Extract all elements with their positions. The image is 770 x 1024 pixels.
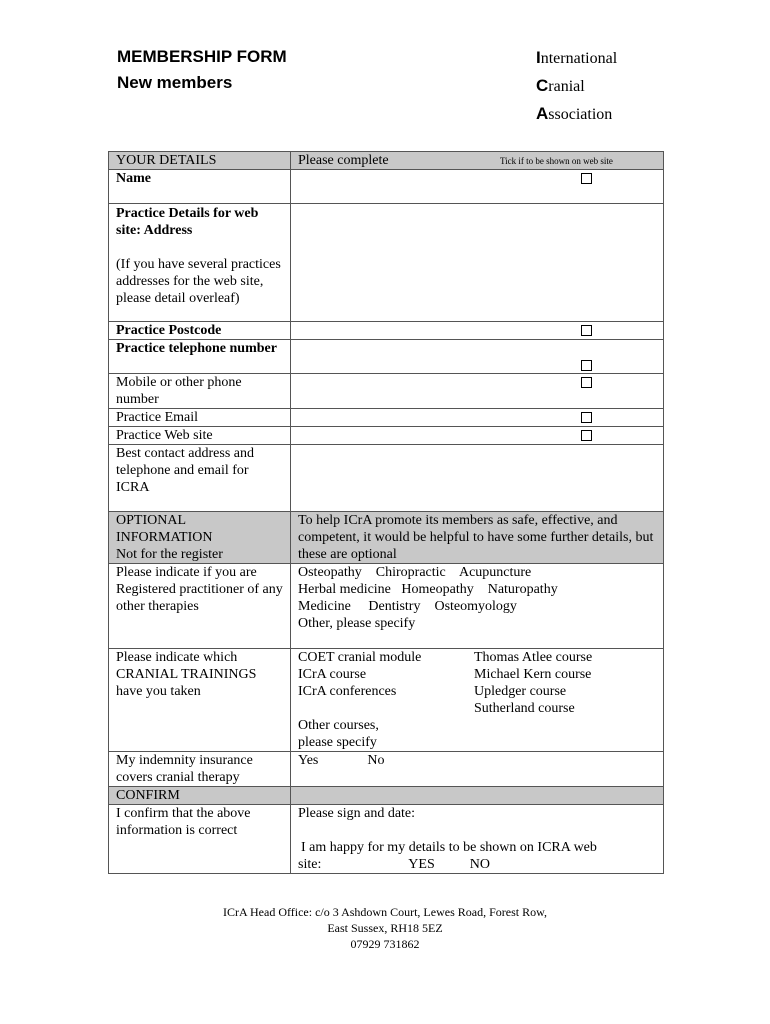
footer-line: ICrA Head Office: c/o 3 Ashdown Court, Lewes Road, Forest Row, <box>223 905 547 919</box>
name-field[interactable] <box>291 170 664 204</box>
best-contact-field[interactable] <box>291 445 664 512</box>
mobile-field[interactable] <box>291 374 664 409</box>
email-web-checkbox[interactable] <box>581 412 592 423</box>
web-consent-options[interactable]: site: YES NO <box>298 857 490 872</box>
trainings-columns <box>298 649 656 717</box>
org-line-1 <box>536 44 617 72</box>
therapies-other[interactable]: Other, please specify <box>298 616 416 631</box>
name-web-checkbox[interactable] <box>581 173 592 184</box>
form-title-line1: MEMBERSHIP FORM <box>117 47 287 66</box>
postcode-row <box>109 322 664 340</box>
org-word: ranial <box>548 78 585 95</box>
name-row <box>109 170 664 204</box>
best-contact-row <box>109 445 664 512</box>
practice-details-row <box>109 204 664 322</box>
optional-section-label <box>109 512 291 564</box>
org-line-3 <box>536 100 617 128</box>
email-row <box>109 409 664 427</box>
insurance-row <box>109 752 664 787</box>
mobile-row <box>109 374 664 409</box>
form-title-line2: New members <box>117 73 233 92</box>
trainings-row <box>109 649 664 752</box>
form-title <box>117 44 287 96</box>
website-label: Practice Web site <box>109 427 291 445</box>
email-label: Practice Email <box>109 409 291 427</box>
best-contact-label: Best contact address and telephone and email for ICRA <box>109 445 291 512</box>
trainings-options[interactable] <box>291 649 664 752</box>
sign-prompt[interactable]: Please sign and date: <box>298 806 416 821</box>
practice-details-cell <box>109 204 291 322</box>
website-field[interactable] <box>291 427 664 445</box>
therapies-options[interactable] <box>291 564 664 649</box>
trainings-label: Please indicate which CRANIAL TRAININGS have you taken <box>109 649 291 752</box>
telephone-field[interactable] <box>291 340 664 374</box>
optional-intro: To help ICrA promote its members as safe, effective, and competent, it would be helpful to have some further details, but these are optional <box>291 512 664 564</box>
org-word: nternational <box>540 50 618 67</box>
optional-label-line: INFORMATION <box>116 530 213 545</box>
footer-address <box>0 904 770 952</box>
training-option[interactable]: COET cranial module <box>298 650 422 665</box>
footer-line: East Sussex, RH18 5EZ <box>327 921 443 935</box>
training-option[interactable]: ICrA conferences <box>298 684 397 699</box>
other-courses-label: Other courses, <box>298 718 379 733</box>
therapies-line[interactable]: Osteopathy Chiropractic Acupuncture <box>298 565 532 580</box>
name-label: Name <box>109 170 291 204</box>
confirm-statement: I confirm that the above information is correct <box>109 805 291 874</box>
telephone-web-checkbox[interactable] <box>581 360 592 371</box>
details-section-label: YOUR DETAILS <box>109 152 291 170</box>
web-consent-line1: I am happy for my details to be shown on ICRA web <box>301 840 597 855</box>
postcode-label: Practice Postcode <box>109 322 291 340</box>
confirm-header-row <box>109 787 664 805</box>
training-option[interactable]: ICrA course <box>298 667 367 682</box>
website-row <box>109 427 664 445</box>
therapies-row <box>109 564 664 649</box>
training-option[interactable]: Michael Kern course <box>474 667 592 682</box>
practice-details-label: Practice Details for web site: Address <box>116 206 259 238</box>
therapies-label: Please indicate if you are Registered practitioner of any other therapies <box>109 564 291 649</box>
postcode-field[interactable] <box>291 322 664 340</box>
telephone-label: Practice telephone number <box>109 340 291 374</box>
org-initial: A <box>536 104 549 123</box>
insurance-label: My indemnity insurance covers cranial therapy <box>109 752 291 787</box>
practice-details-note: (If you have several practices addresses for the web site, please detail overleaf) <box>116 257 281 306</box>
telephone-row <box>109 340 664 374</box>
confirm-field[interactable] <box>291 805 664 874</box>
organisation-name <box>536 44 617 128</box>
details-header-cell <box>291 152 664 170</box>
org-initial: C <box>536 76 549 95</box>
org-word: ssociation <box>548 106 613 123</box>
details-header-row <box>109 152 664 170</box>
footer-phone: 07929 731862 <box>350 937 420 951</box>
training-option[interactable]: Sutherland course <box>474 701 575 716</box>
other-courses-specify[interactable]: please specify <box>298 735 377 750</box>
training-option[interactable]: Thomas Atlee course <box>474 650 593 665</box>
please-complete-label: Please complete <box>298 153 389 168</box>
website-web-checkbox[interactable] <box>581 430 592 441</box>
therapies-line[interactable]: Medicine Dentistry Osteomyology <box>298 599 517 614</box>
tick-note: Tick if to be shown on web site <box>500 156 613 166</box>
org-line-2 <box>536 72 617 100</box>
optional-header-row <box>109 512 664 564</box>
insurance-options[interactable]: Yes No <box>291 752 664 787</box>
trainings-left-column <box>298 649 474 717</box>
postcode-web-checkbox[interactable] <box>581 325 592 336</box>
mobile-web-checkbox[interactable] <box>581 377 592 388</box>
confirm-row <box>109 805 664 874</box>
practice-address-field[interactable] <box>291 204 664 322</box>
confirm-section-label: CONFIRM <box>109 787 291 805</box>
mobile-label: Mobile or other phone number <box>109 374 291 409</box>
org-initial: I <box>536 48 541 67</box>
training-option[interactable]: Upledger course <box>474 684 567 699</box>
optional-label-line: Not for the register <box>116 547 223 562</box>
email-field[interactable] <box>291 409 664 427</box>
optional-label-line: OPTIONAL <box>116 513 186 528</box>
membership-form-table <box>108 151 664 874</box>
trainings-right-column <box>474 649 592 717</box>
confirm-header-cell <box>291 787 664 805</box>
therapies-line[interactable]: Herbal medicine Homeopathy Naturopathy <box>298 582 558 597</box>
